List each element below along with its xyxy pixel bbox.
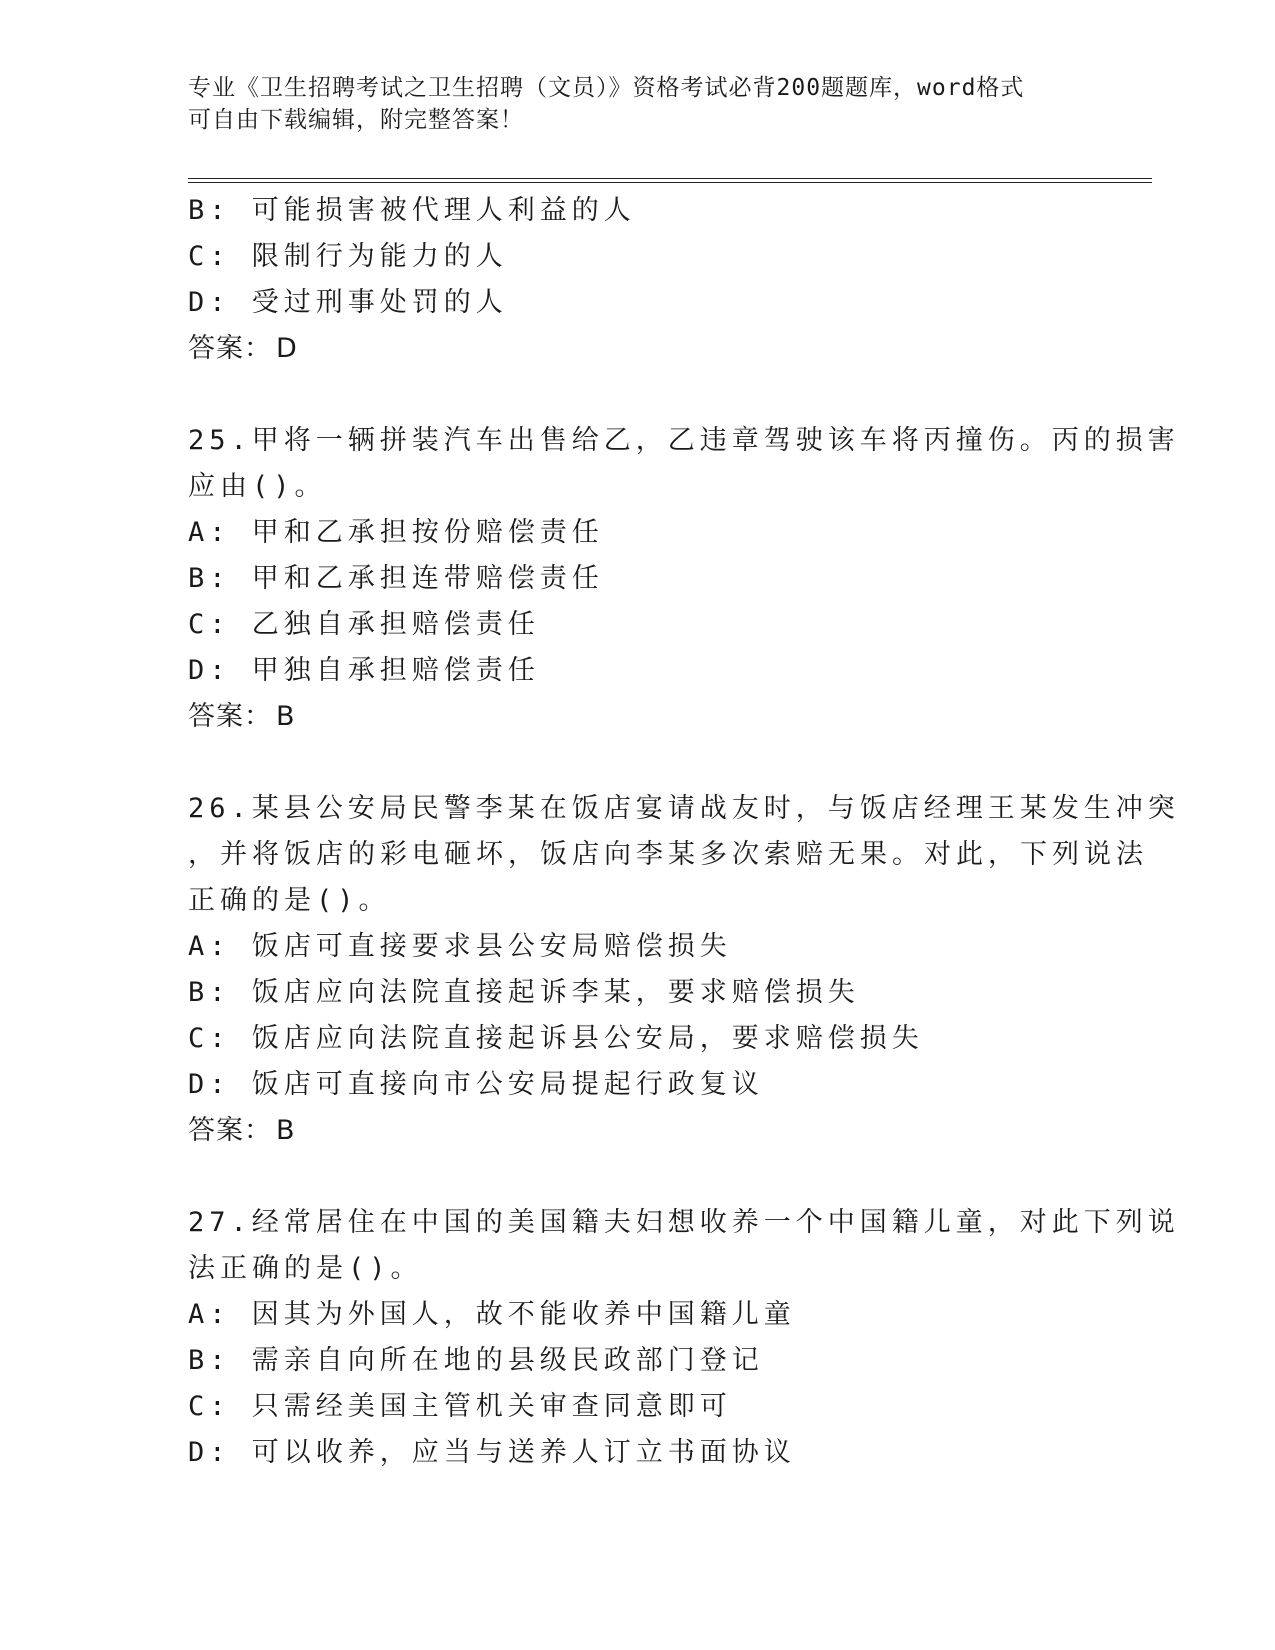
option-c: C: 只需经美国主管机关审查同意即可 <box>188 1391 732 1422</box>
option-a: A: 因其为外国人，故不能收养中国籍儿童 <box>188 1299 796 1330</box>
answer-line <box>188 1108 1088 1154</box>
answer-label: 答案： <box>188 333 272 364</box>
option-a: A: 甲和乙承担按份赔偿责任 <box>188 517 604 548</box>
question-stem: 27.经常居住在中国的美国籍夫妇想收养一个中国籍儿童，对此下列说 <box>188 1207 1180 1238</box>
question-stem: 25.甲将一辆拼装汽车出售给乙，乙违章驾驶该车将丙撞伤。丙的损害 <box>188 425 1180 456</box>
option-d: D: 饭店可直接向市公安局提起行政复议 <box>188 1069 764 1100</box>
document-header <box>188 72 1088 136</box>
answer-line <box>188 326 1088 372</box>
question-stem: 26.某县公安局民警李某在饭店宴请战友时，与饭店经理王某发生冲突 <box>188 793 1180 824</box>
question-list <box>188 188 1180 1476</box>
spacer <box>188 740 1088 786</box>
option-b: B: 需亲自向所在地的县级民政部门登记 <box>188 1345 764 1376</box>
spacer <box>188 1154 1088 1200</box>
header-line-1: 专业《卫生招聘考试之卫生招聘（文员）》资格考试必背200题题库，word格式 <box>188 75 1025 101</box>
answer-value: D <box>276 333 298 364</box>
answer-value: B <box>276 1115 296 1146</box>
question-stem: 正确的是()。 <box>188 885 391 916</box>
option-d: D: 可以收养，应当与送养人订立书面协议 <box>188 1437 796 1468</box>
option-d: D: 受过刑事处罚的人 <box>188 287 508 318</box>
header-line-2: 可自由下载编辑，附完整答案！ <box>188 107 524 133</box>
question-stem: 法正确的是()。 <box>188 1253 423 1284</box>
question-24-continued <box>188 188 1088 372</box>
question-stem: ，并将饭店的彩电砸坏，饭店向李某多次索赔无果。对此，下列说法 <box>188 839 1148 870</box>
option-a: A: 饭店可直接要求县公安局赔偿损失 <box>188 931 732 962</box>
option-c: C: 限制行为能力的人 <box>188 241 508 272</box>
question-25 <box>188 418 1180 740</box>
answer-label: 答案： <box>188 701 272 732</box>
option-c: C: 乙独自承担赔偿责任 <box>188 609 540 640</box>
option-c: C: 饭店应向法院直接起诉县公安局，要求赔偿损失 <box>188 1023 924 1054</box>
option-b: B: 可能损害被代理人利益的人 <box>188 195 636 226</box>
question-stem: 应由()。 <box>188 471 327 502</box>
answer-label: 答案： <box>188 1115 272 1146</box>
header-divider <box>188 178 1152 183</box>
answer-value: B <box>276 701 296 732</box>
question-26 <box>188 786 1180 1154</box>
option-b: B: 饭店应向法院直接起诉李某，要求赔偿损失 <box>188 977 860 1008</box>
option-d: D: 甲独自承担赔偿责任 <box>188 655 540 686</box>
spacer <box>188 372 1088 418</box>
question-27 <box>188 1200 1180 1476</box>
option-b: B: 甲和乙承担连带赔偿责任 <box>188 563 604 594</box>
answer-line <box>188 694 1088 740</box>
